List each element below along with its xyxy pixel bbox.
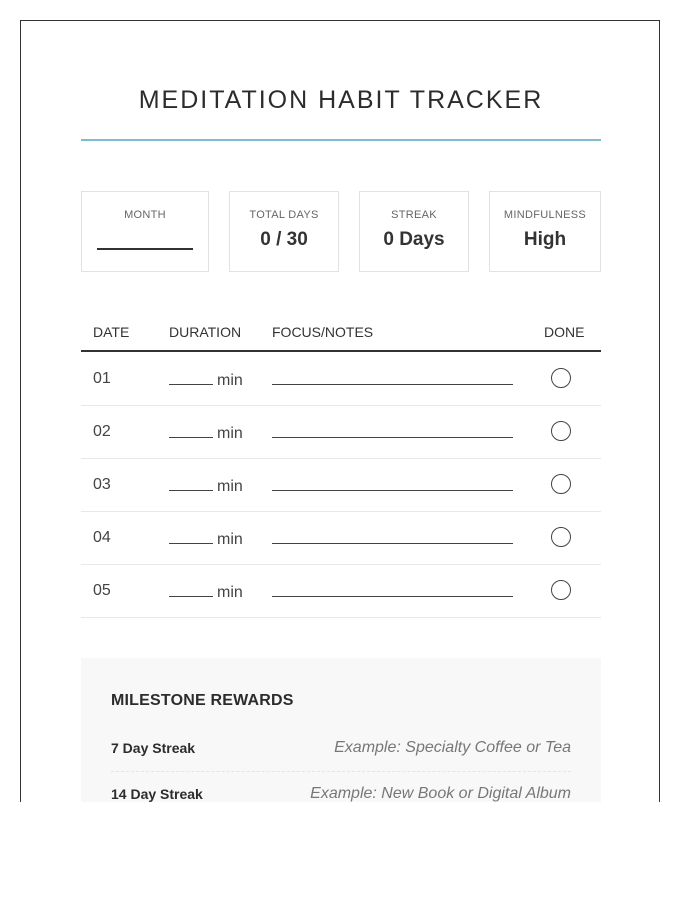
duration-input-line[interactable] <box>169 529 213 544</box>
notes-input-line[interactable] <box>272 384 513 385</box>
table-header <box>81 321 601 352</box>
duration-input-line[interactable] <box>169 476 213 491</box>
notes-input-line[interactable] <box>272 490 513 491</box>
table-row <box>81 512 601 565</box>
milestone-name: 7 Day Streak <box>111 740 196 756</box>
table-row <box>81 459 601 512</box>
duration-unit: min <box>217 584 243 601</box>
duration-input-line[interactable] <box>169 423 213 438</box>
milestone-item <box>111 726 571 772</box>
stat-total-days <box>229 191 339 272</box>
stat-total-days-value: 0 / 30 <box>260 229 308 250</box>
milestone-name: 14 Day Streak <box>111 786 203 802</box>
duration-unit: min <box>217 372 243 389</box>
table-row <box>81 565 601 618</box>
milestone-reward[interactable]: Example: New Book or Digital Album <box>310 785 571 802</box>
stats-row <box>81 191 601 272</box>
stat-total-days-label: TOTAL DAYS <box>249 209 319 221</box>
notes-input-line[interactable] <box>272 596 513 597</box>
duration-unit: min <box>217 531 243 548</box>
duration-unit: min <box>217 478 243 495</box>
page-title: MEDITATION HABIT TRACKER <box>138 86 544 114</box>
tracker-sheet <box>20 20 660 802</box>
duration-input-line[interactable] <box>169 370 213 385</box>
done-checkbox[interactable] <box>551 580 571 600</box>
milestone-reward[interactable]: Example: Specialty Coffee or Tea <box>334 739 571 756</box>
milestone-rewards-title: MILESTONE REWARDS <box>111 692 294 709</box>
duration-field[interactable] <box>169 582 243 602</box>
duration-field[interactable] <box>169 423 243 443</box>
stat-mindfulness-label: MINDFULNESS <box>503 209 587 221</box>
month-input-line[interactable] <box>97 248 193 250</box>
column-header-notes: FOCUS/NOTES <box>272 324 374 340</box>
row-date: 02 <box>93 423 111 440</box>
duration-input-line[interactable] <box>169 582 213 597</box>
stat-streak-label: STREAK <box>391 209 437 221</box>
done-checkbox[interactable] <box>551 527 571 547</box>
column-header-duration: DURATION <box>169 324 242 340</box>
row-date: 03 <box>93 476 111 493</box>
column-header-date: DATE <box>93 324 130 340</box>
column-header-done: DONE <box>544 324 585 340</box>
done-checkbox[interactable] <box>551 368 571 388</box>
notes-input-line[interactable] <box>272 437 513 438</box>
notes-input-line[interactable] <box>272 543 513 544</box>
table-row <box>81 406 601 459</box>
milestone-item <box>111 772 571 802</box>
stat-streak-value: 0 Days <box>383 229 445 250</box>
stat-streak <box>359 191 469 272</box>
row-date: 04 <box>93 529 111 546</box>
table-row <box>81 353 601 406</box>
row-date: 01 <box>93 370 111 387</box>
duration-unit: min <box>217 425 243 442</box>
stat-month-label: MONTH <box>124 209 166 221</box>
milestone-rewards-panel <box>81 658 601 802</box>
duration-field[interactable] <box>169 370 243 390</box>
done-checkbox[interactable] <box>551 474 571 494</box>
done-checkbox[interactable] <box>551 421 571 441</box>
title-divider <box>81 139 601 141</box>
row-date: 05 <box>93 582 111 599</box>
stat-mindfulness-value: High <box>523 229 567 250</box>
stat-mindfulness <box>489 191 601 272</box>
duration-field[interactable] <box>169 529 243 549</box>
stat-month <box>81 191 209 272</box>
duration-field[interactable] <box>169 476 243 496</box>
